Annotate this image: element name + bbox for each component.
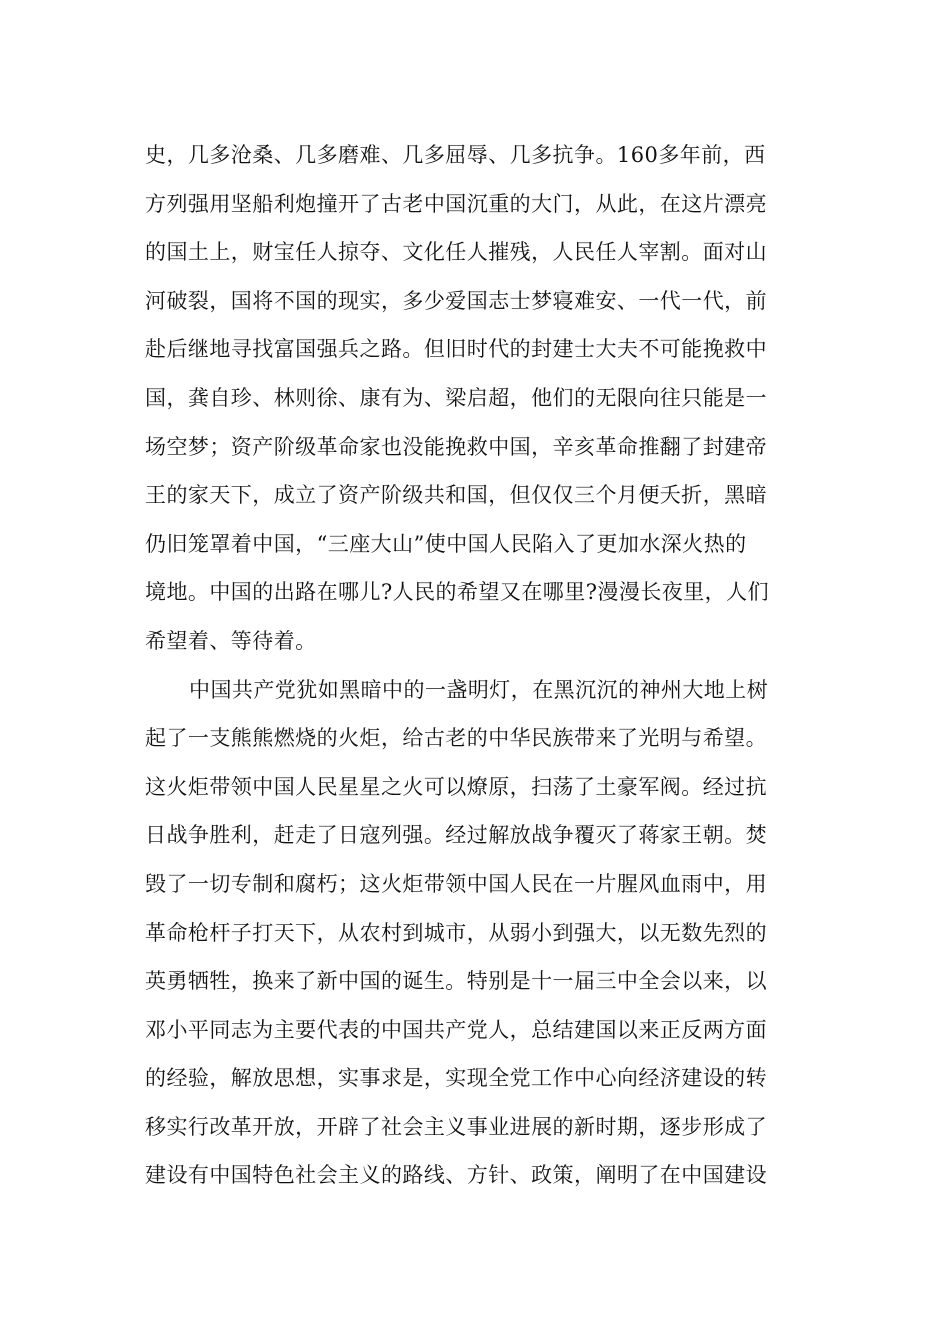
text-line: 国，龚自珍、林则徐、康有为、梁启超，他们的无限向往只能是一 [145, 385, 768, 410]
text-line: 方列强用坚船利炮撞开了古老中国沉重的大门，从此，在这片漂亮 [145, 191, 768, 216]
text-line: 的经验，解放思想，实事求是，实现全党工作中心向经济建设的转 [145, 1066, 768, 1091]
text-line: 史，几多沧桑、几多磨难、几多屈辱、几多抗争。160多年前，西 [145, 143, 766, 167]
text-line: 王的家天下，成立了资产阶级共和国，但仅仅三个月便夭折，黑暗 [145, 483, 768, 508]
text-line: 境地。中国的出路在哪儿?人民的希望又在哪里?漫漫长夜里，人们 [145, 580, 770, 605]
document-body [145, 131, 805, 1200]
text-line: 邓小平同志为主要代表的中国共产党人，总结建国以来正反两方面 [145, 1017, 768, 1042]
text-line: 河破裂，国将不国的现实，多少爱国志士梦寝难安、一代一代，前 [145, 288, 768, 313]
text-line: 日战争胜利，赶走了日寇列强。经过解放战争覆灭了蒋家王朝。焚 [145, 823, 768, 848]
text-line: 这火炬带领中国人民星星之火可以燎原，扫荡了土豪军阀。经过抗 [145, 774, 768, 799]
text-line: 仍旧笼罩着中国，“三座大山”使中国人民陷入了更加水深火热的 [145, 531, 747, 556]
paragraph-first-line: 中国共产党犹如黑暗中的一盏明灯，在黑沉沉的神州大地上树 [189, 677, 769, 702]
text-line: 建设有中国特色社会主义的路线、方针、政策，阐明了在中国建设 [145, 1163, 768, 1188]
text-line: 场空梦；资产阶级革命家也没能挽救中国，辛亥革命推翻了封建帝 [145, 434, 768, 459]
text-line: 希望着、等待着。 [145, 628, 317, 653]
text-line: 移实行改革开放，开辟了社会主义事业进展的新时期，逐步形成了 [145, 1114, 768, 1139]
text-line: 英勇牺牲，换来了新中国的诞生。特别是十一届三中全会以来，以 [145, 969, 768, 994]
text-line: 赴后继地寻找富国强兵之路。但旧时代的封建士大夫不可能挽救中 [145, 337, 768, 362]
text-line: 的国土上，财宝任人掠夺、文化任人摧残，人民任人宰割。面对山 [145, 240, 768, 265]
text-line: 起了一支熊熊燃烧的火炬，给古老的中华民族带来了光明与希望。 [145, 726, 768, 751]
text-line: 革命枪杆子打天下，从农村到城市，从弱小到强大，以无数先烈的 [145, 920, 768, 945]
text-line: 毁了一切专制和腐朽；这火炬带领中国人民在一片腥风血雨中，用 [145, 871, 768, 896]
